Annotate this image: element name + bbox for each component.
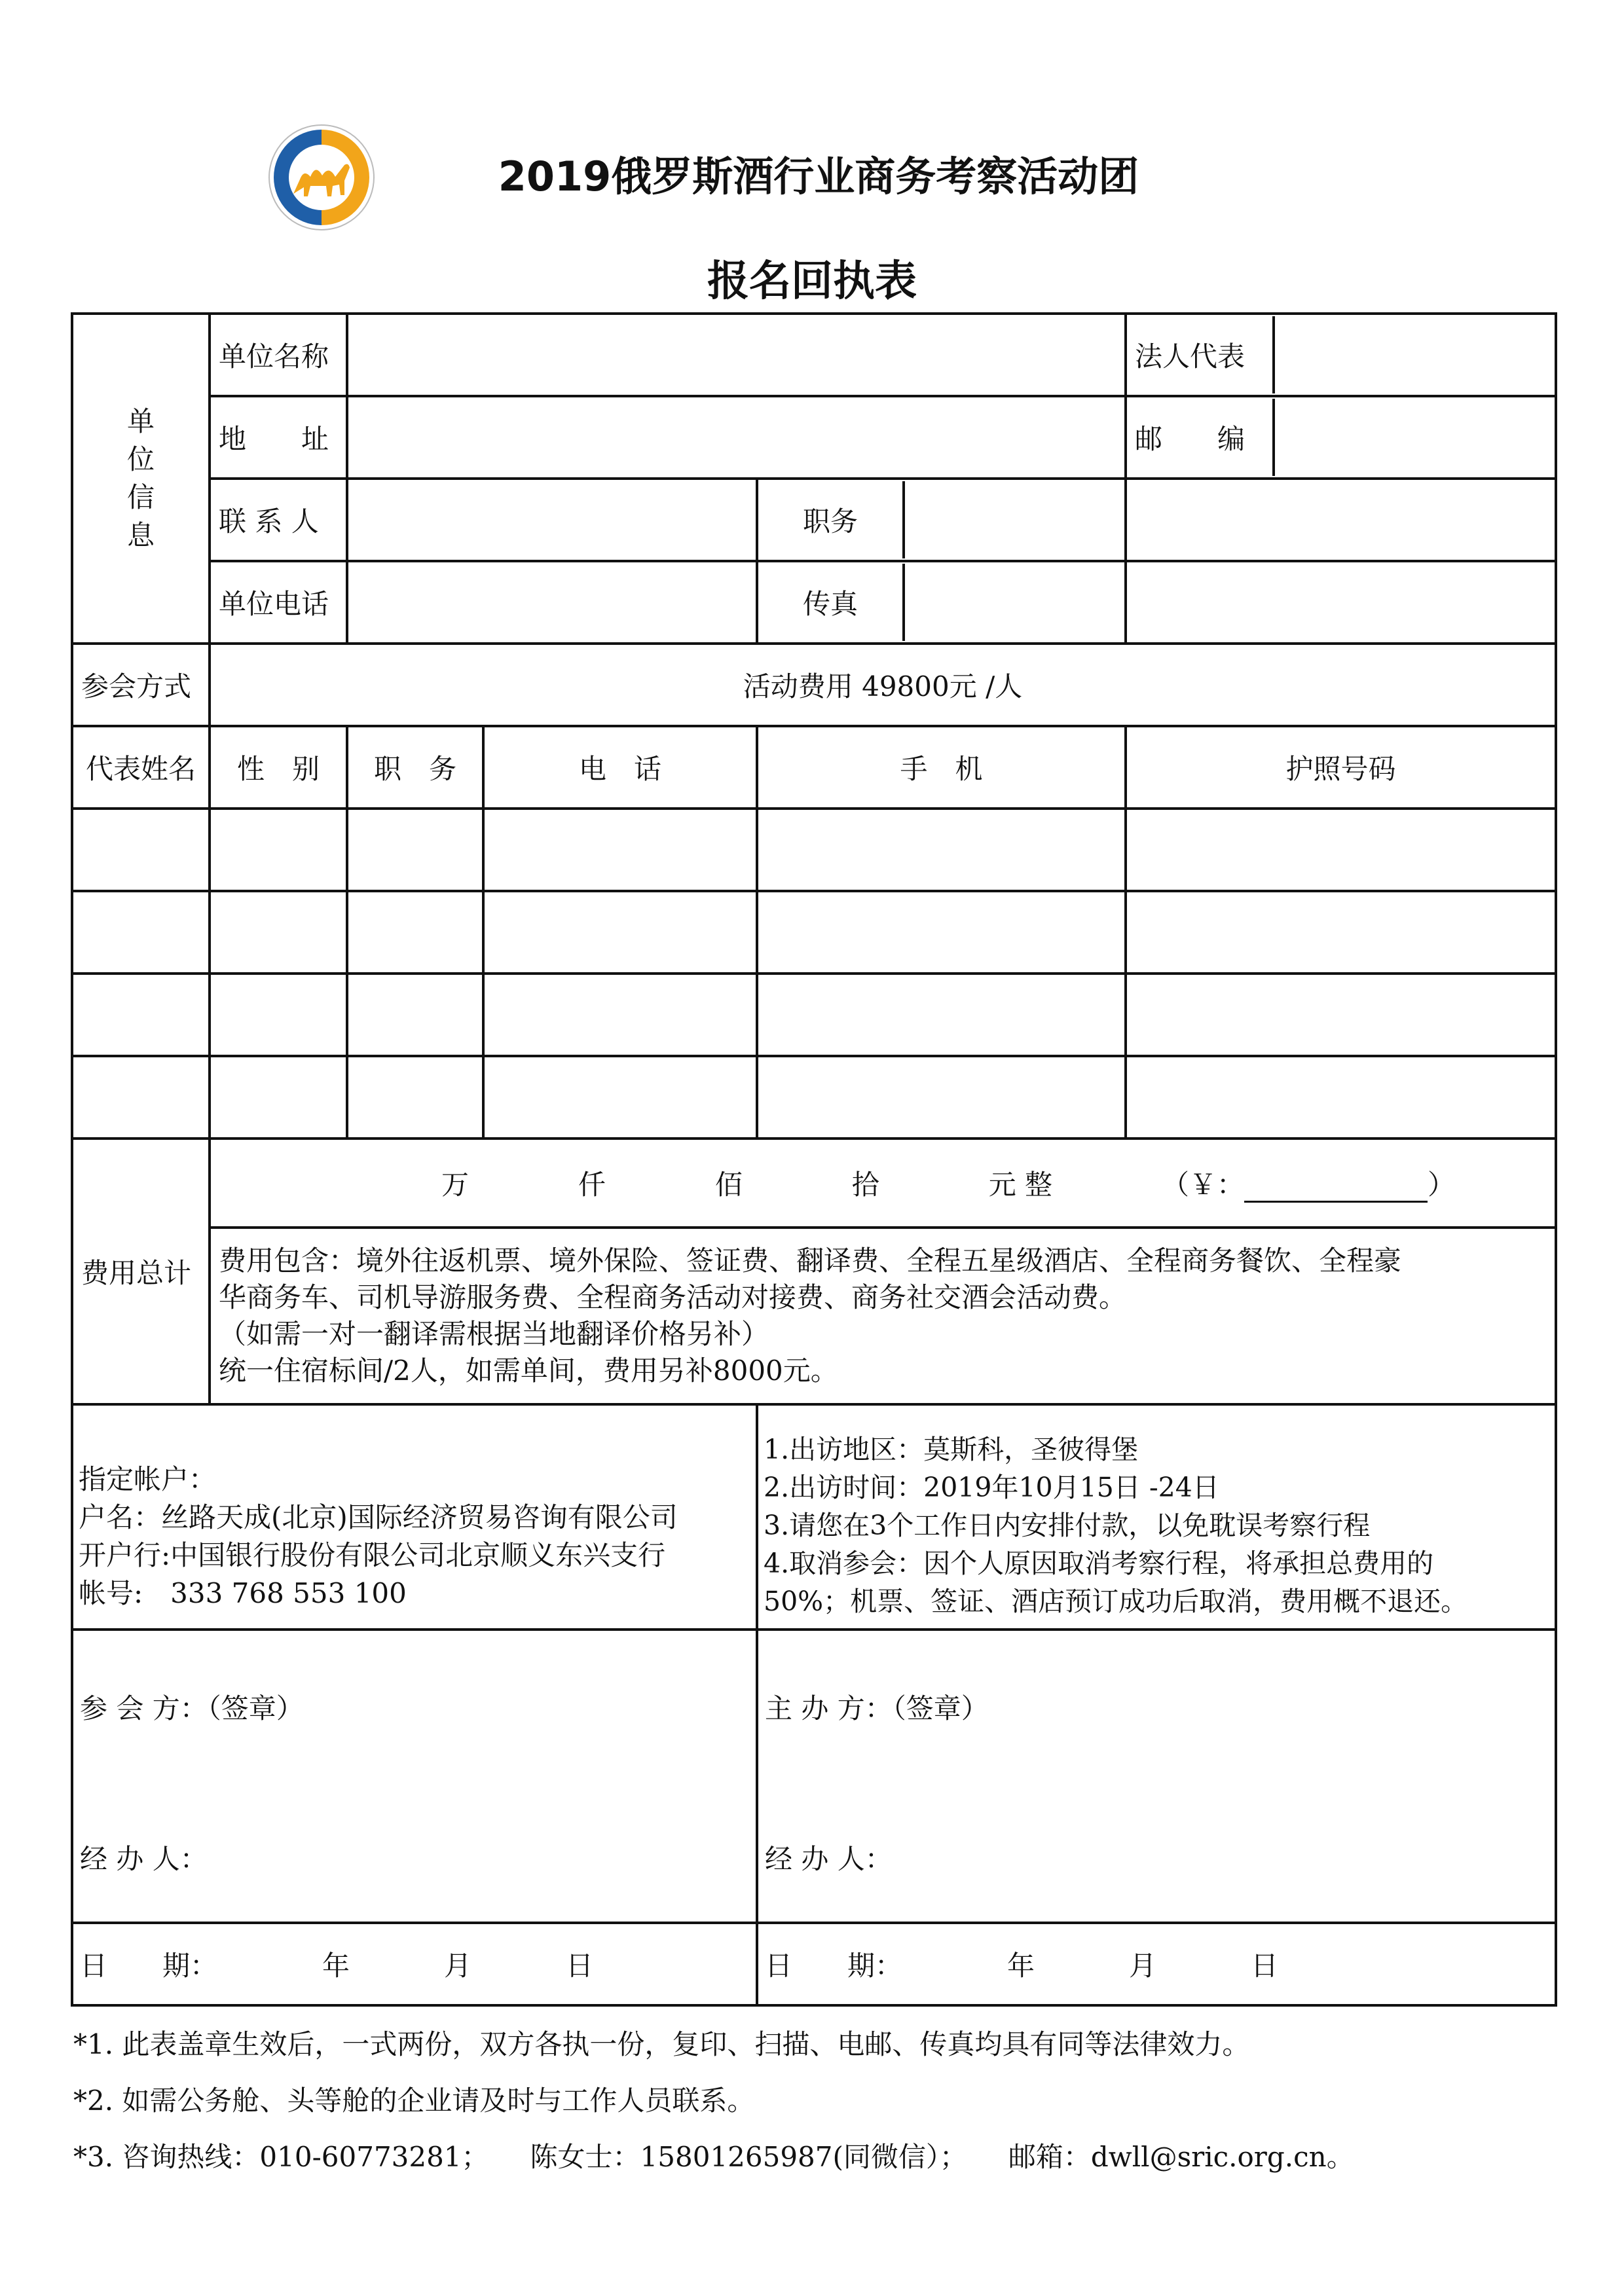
position-label: 职务 bbox=[758, 481, 905, 558]
delegate-name-header: 代表姓名 bbox=[72, 726, 210, 809]
organizer-date[interactable]: 日 期： 年 月 日 bbox=[757, 1923, 1556, 2005]
delegate-cell[interactable] bbox=[483, 974, 757, 1056]
unit-name-field[interactable] bbox=[347, 314, 1126, 396]
footnote-2: *2. 如需公务舱、头等舱的企业请及时与工作人员联系。 bbox=[73, 2085, 755, 2117]
delegate-cell[interactable] bbox=[483, 1056, 757, 1139]
organizer-handler-label: 经 办 人： bbox=[765, 1843, 893, 1875]
amount-yen-field[interactable]: （￥： ） bbox=[1162, 1163, 1455, 1203]
delegate-cell[interactable] bbox=[1126, 809, 1556, 891]
delegate-cell[interactable] bbox=[757, 809, 1126, 891]
registration-form bbox=[71, 312, 1557, 2007]
delegate-cell[interactable] bbox=[483, 891, 757, 974]
fax-label: 传真 bbox=[758, 564, 905, 641]
legal-rep-label: 法人代表 bbox=[1127, 316, 1275, 393]
participant-signature-box[interactable] bbox=[72, 1630, 757, 1923]
delegate-cell[interactable] bbox=[757, 891, 1126, 974]
table-row bbox=[72, 809, 1556, 891]
gender-header: 性 别 bbox=[210, 726, 347, 809]
phone-field[interactable] bbox=[347, 561, 757, 644]
footnote-1: *1. 此表盖章生效后，一式两份，双方各执一份，复印、扫描、电邮、传真均具有同等法律效力。 bbox=[73, 2028, 1250, 2060]
delegate-cell[interactable] bbox=[72, 891, 210, 974]
participation-label: 参会方式 bbox=[72, 644, 210, 726]
delegate-cell[interactable] bbox=[757, 974, 1126, 1056]
phone-label: 单位电话 bbox=[210, 561, 347, 644]
table-row bbox=[72, 974, 1556, 1056]
delegate-cell[interactable] bbox=[210, 891, 347, 974]
delegate-cell[interactable] bbox=[210, 1056, 347, 1139]
address-field[interactable] bbox=[347, 396, 1126, 479]
delegate-cell[interactable] bbox=[347, 891, 483, 974]
unit-name-label: 单位名称 bbox=[210, 314, 347, 396]
fee-total-label: 费用总计 bbox=[72, 1139, 210, 1404]
contact-field[interactable] bbox=[347, 479, 757, 561]
delegate-cell[interactable] bbox=[1126, 974, 1556, 1056]
table-row bbox=[72, 1056, 1556, 1139]
mobile-header: 手 机 bbox=[757, 726, 1126, 809]
delegate-cell[interactable] bbox=[1126, 891, 1556, 974]
delegate-cell[interactable] bbox=[347, 1056, 483, 1139]
delegate-cell[interactable] bbox=[1126, 1056, 1556, 1139]
amount-in-words: 万 仟 佰 拾 元 整 （￥： ） bbox=[210, 1139, 1556, 1228]
delegate-cell[interactable] bbox=[210, 974, 347, 1056]
position-field-extra[interactable] bbox=[1126, 479, 1556, 561]
delegate-cell[interactable] bbox=[483, 809, 757, 891]
delegate-cell[interactable] bbox=[72, 974, 210, 1056]
camel-logo-icon bbox=[267, 123, 376, 232]
form-subtitle: 报名回执表 bbox=[707, 257, 917, 306]
telephone-header: 电 话 bbox=[483, 726, 757, 809]
page-title: 2019俄罗斯酒行业商务考察活动团 bbox=[498, 153, 1139, 200]
passport-header: 护照号码 bbox=[1126, 726, 1556, 809]
fax-field-extra[interactable] bbox=[1126, 561, 1556, 644]
address-label: 地 址 bbox=[210, 396, 347, 479]
organizer-signature-box[interactable] bbox=[757, 1630, 1556, 1923]
fee-includes-note: 费用包含：境外往返机票、境外保险、签证费、翻译费、全程五星级酒店、全程商务餐饮、全程豪 华商务车、司机导游服务费、全程商务活动对接费、商务社交酒会活动费。 （如需一对一翻译需根据当地翻译价格另补） 统一住宿标间/2人，如需单间，费用另补8000元。 bbox=[210, 1228, 1556, 1404]
delegates-header-row bbox=[72, 726, 1556, 809]
participant-handler-label: 经 办 人： bbox=[80, 1843, 208, 1875]
unit-info-section-label: 单 位 信 息 bbox=[72, 314, 210, 644]
delegate-cell[interactable] bbox=[757, 1056, 1126, 1139]
delegate-cell[interactable] bbox=[72, 809, 210, 891]
organizer-seal-label: 主 办 方：（签章） bbox=[765, 1692, 989, 1724]
delegate-cell[interactable] bbox=[72, 1056, 210, 1139]
title-header: 职 务 bbox=[347, 726, 483, 809]
trip-info: 1.出访地区：莫斯科，圣彼得堡 2.出访时间：2019年10月15日 -24日 3.请您在3个工作日内安排付款，以免耽误考察行程 4.取消参会：因个人原因取消考察行程，将承担总费用的 50%；机票、签证、酒店预订成功后取消，费用概不退还。 bbox=[757, 1404, 1556, 1630]
activity-fee: 活动费用 49800元 /人 bbox=[210, 644, 1556, 726]
table-row bbox=[72, 891, 1556, 974]
bank-account-info: 指定帐户： 户名：丝路天成(北京)国际经济贸易咨询有限公司 开户行:中国银行股份有限公司北京顺义东兴支行 帐号: 333 768 553 100 bbox=[72, 1404, 757, 1630]
delegate-cell[interactable] bbox=[347, 809, 483, 891]
participant-seal-label: 参 会 方：（签章） bbox=[80, 1692, 304, 1724]
postcode-label: 邮 编 bbox=[1127, 399, 1275, 476]
delegate-cell[interactable] bbox=[210, 809, 347, 891]
contact-label: 联 系 人 bbox=[210, 479, 347, 561]
footnotes bbox=[73, 2016, 1354, 2185]
delegate-cell[interactable] bbox=[347, 974, 483, 1056]
participant-date[interactable]: 日 期： 年 月 日 bbox=[72, 1923, 757, 2005]
footnote-3: *3. 咨询热线：010-60773281； 陈女士：15801265987(同微信）； 邮箱：dwll@sric.org.cn。 bbox=[73, 2141, 1354, 2173]
